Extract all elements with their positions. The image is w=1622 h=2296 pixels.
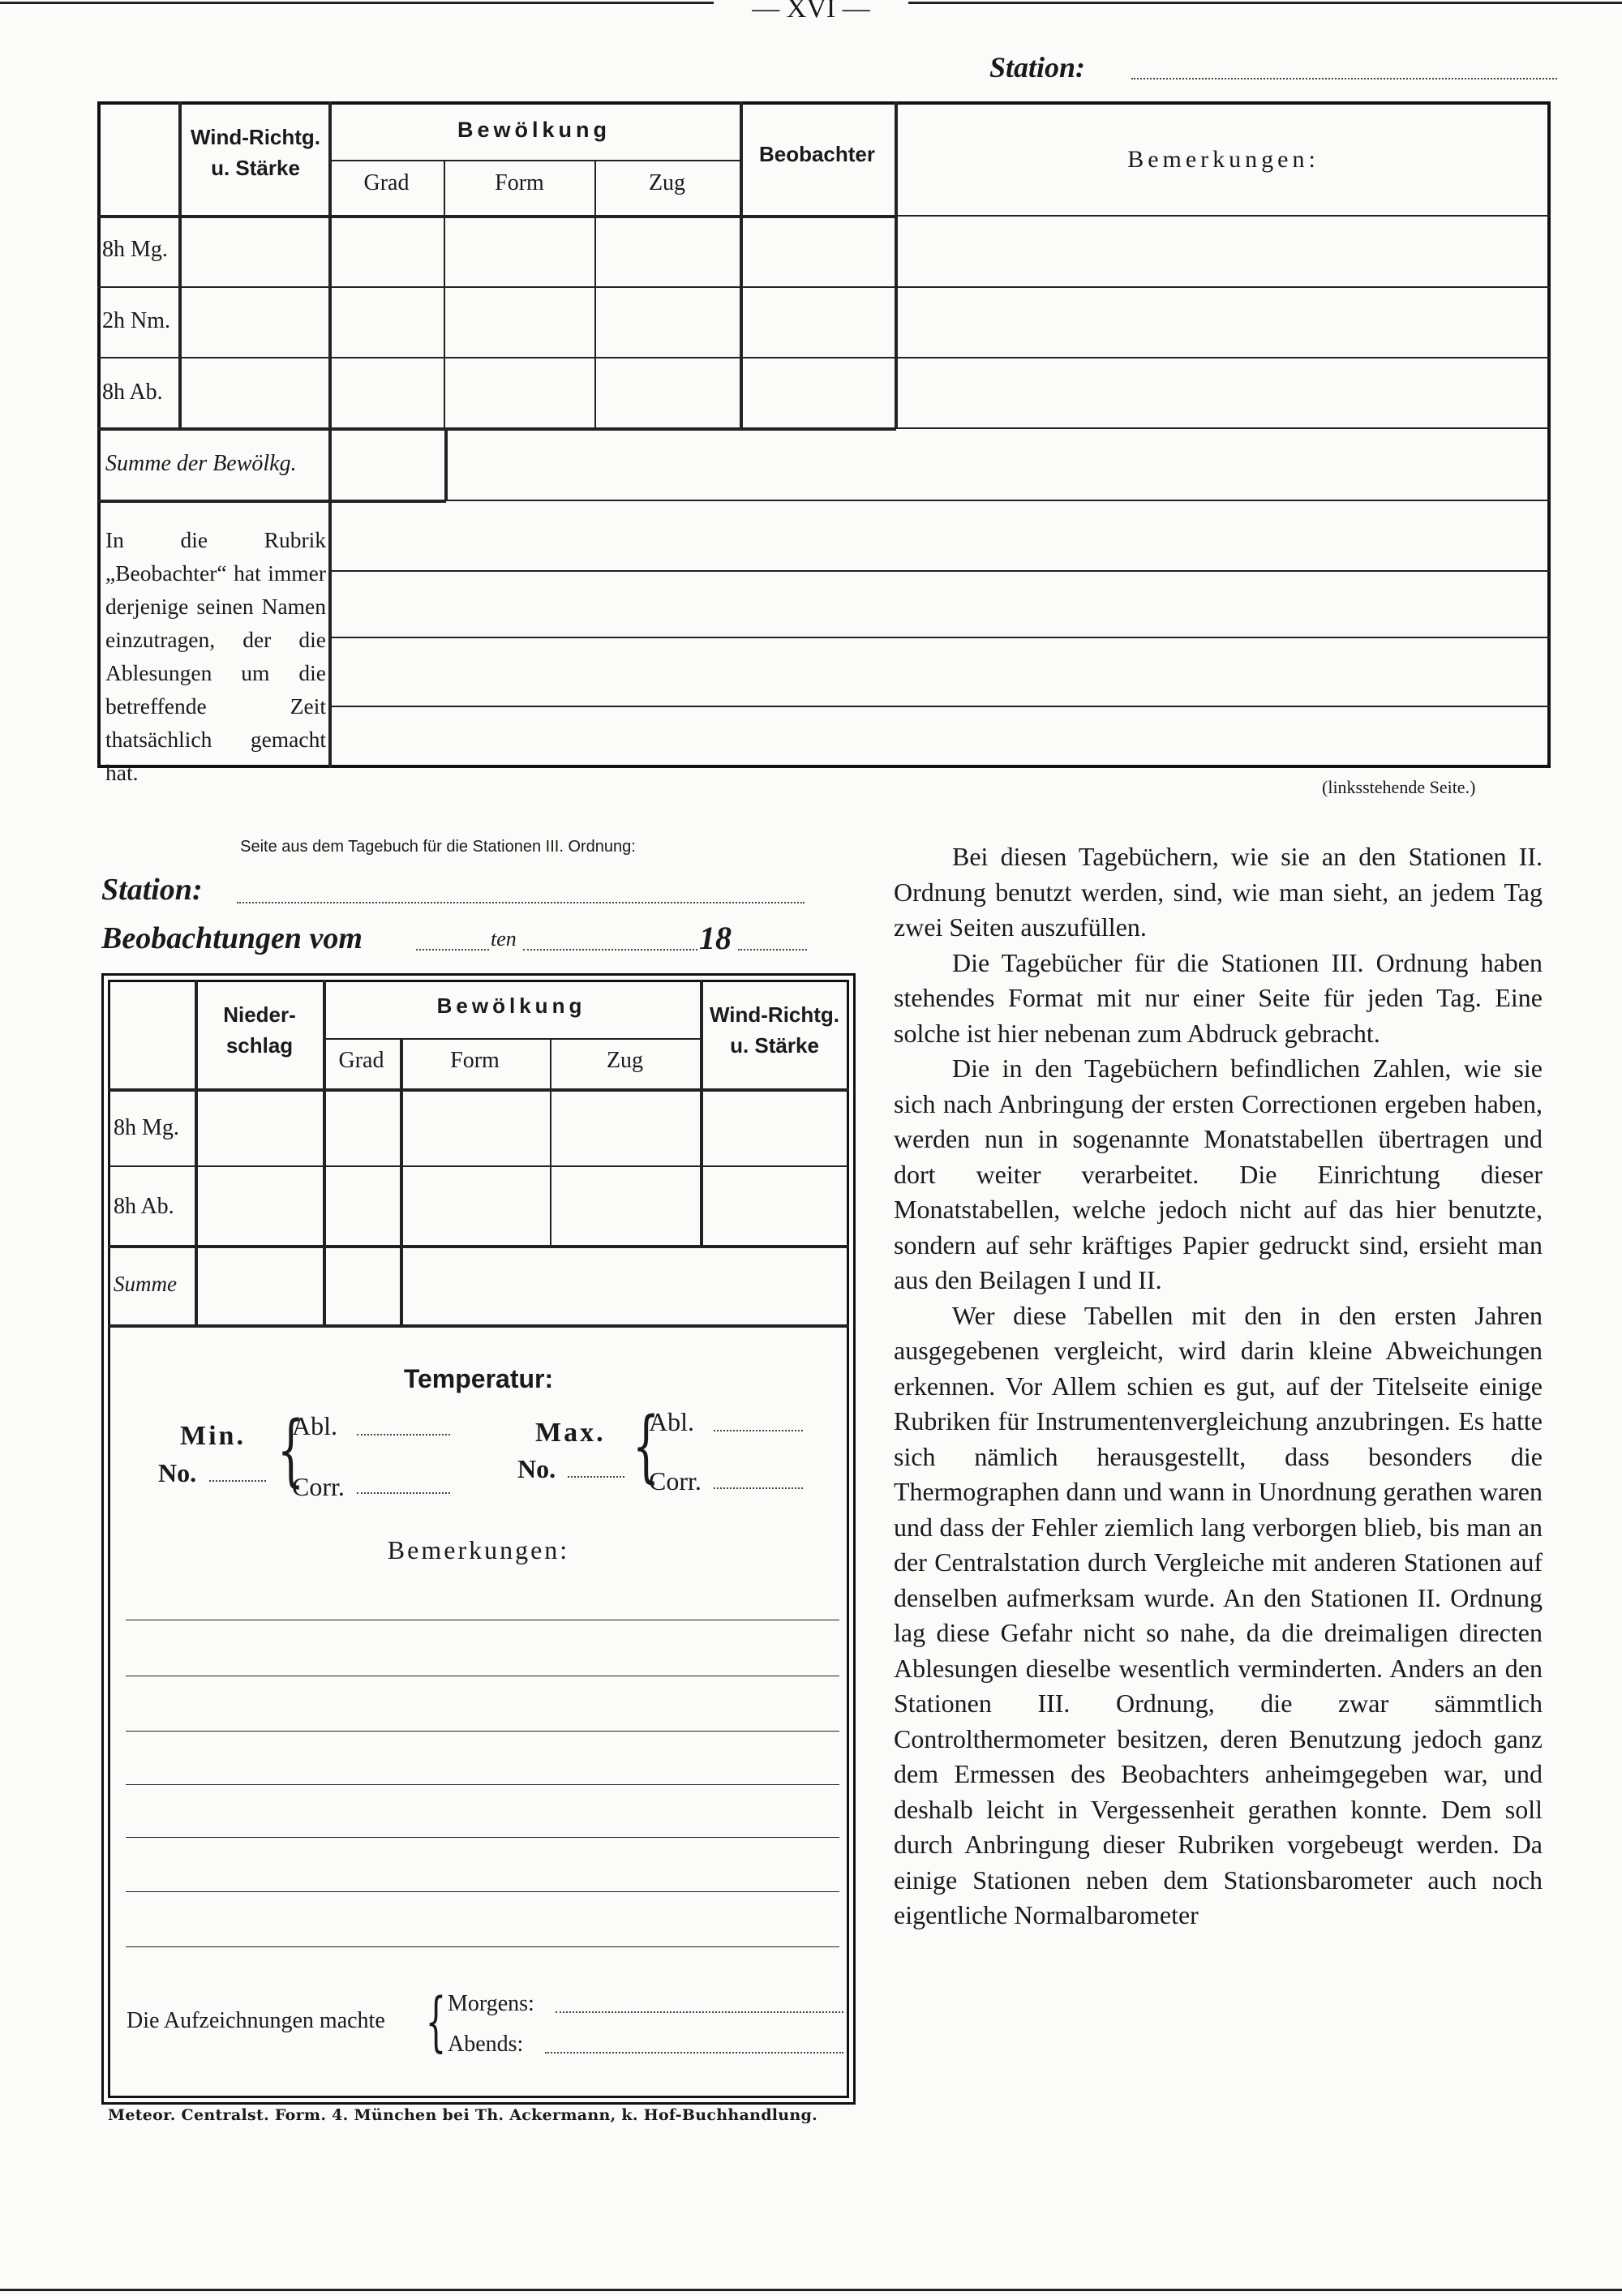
temp-label: Temperatur: [403,1364,554,1393]
form2-day-field[interactable] [416,949,489,951]
max-abl-field[interactable] [714,1430,803,1431]
max-label: Max. [535,1418,606,1448]
max-no-label: No. [517,1454,556,1483]
remarks-line[interactable] [126,1946,839,1947]
observer-header: Beobachter [758,142,876,166]
max-corr-field[interactable] [714,1487,803,1489]
cloud-sub-form: Form [495,170,544,195]
form2-year: 18 [699,920,732,956]
cloud-header: Bewölkung [457,118,611,142]
evening-field[interactable] [545,2052,843,2054]
min-corr-label: Corr. [292,1472,345,1501]
form2-year-field[interactable] [738,949,807,951]
form2-cloud-zug: Zug [606,1048,644,1073]
wind-header: Wind-Richtg. u. Stärke [190,125,321,180]
form2-remarks-label: Bemerkungen: [387,1535,570,1564]
remarks-line[interactable] [126,1891,839,1892]
instruction-text: In die Rubrik „Beobachter“ hat immer derjenige seinen Namen einzutragen, der die Ablesungen um die betreffende Zeit thatsächlich gemacht hat. [105,527,326,785]
min-label: Min. [180,1421,246,1451]
imprint: Meteor. Centralst. Form. 4. München bei Th. Ackermann, k. Hof-Buchhandlung. [108,2106,818,2124]
max-abl-label: Abl. [649,1407,694,1436]
remarks-line[interactable] [126,1731,839,1732]
row-label-8h-mg: 8h Mg. [102,237,168,262]
min-corr-field[interactable] [357,1492,450,1494]
paragraph: Bei diesen Tagebüchern, wie sie an den Stationen II. Ordnung benutzt werden, sind, wie man sieht, an jedem Tag zwei Seiten auszufüllen. [894,842,1543,942]
body-text [894,839,1543,1933]
evening-label: Abends: [448,2032,524,2057]
min-abl-field[interactable] [357,1434,450,1436]
paragraph: Die in den Tagebüchern befindlichen Zahlen, wie sie sich nach Anbringung der ersten Correctionen ergeben haben, werden nun in sogenannte Monatstabellen übertragen und dort weiter verarbeitet. Die Einrichtung dieser Monatstabellen, welche jedoch nicht auf das hier benutzte, sondern auf sehr kräftiges Papier gedruckt sind, ersieht man aus den Beilagen I und II. [894,1054,1543,1294]
footnote: (linksstehende Seite.) [1322,777,1476,797]
remarks-line[interactable] [126,1837,839,1838]
form2-caption: Seite aus dem Tagebuch für die Stationen III. Ordnung: [240,838,636,856]
form2-sum-label: Summe [114,1272,177,1296]
row-label-2h-nm: 2h Nm. [102,308,170,333]
station-label: Station: [989,51,1086,84]
min-abl-label: Abl. [292,1411,337,1440]
form2-row-8h-ab: 8h Ab. [114,1194,174,1219]
form2-cloud-grad: Grad [338,1048,384,1073]
morning-field[interactable] [556,2011,843,2013]
form2-row-8h-mg: 8h Mg. [114,1115,179,1140]
station-field[interactable] [1131,78,1557,79]
form2-obs-label: Beobachtungen vom [101,921,363,955]
max-no-field[interactable] [568,1476,624,1478]
remarks-line[interactable] [126,1784,839,1785]
form2-station-field[interactable] [237,902,805,903]
row-label-8h-ab: 8h Ab. [102,380,163,405]
max-corr-label: Corr. [649,1466,702,1496]
page-number: — XVI — [714,0,908,24]
sum-label: Summe der Bewölkg. [105,451,297,476]
form2-month-field[interactable] [523,949,697,951]
morning-label: Morgens: [448,1991,534,2016]
paragraph: Wer diese Tabellen mit den in den ersten Jahren ausgegebenen vergleicht, wird darin kleine Abweichungen erkennen. Vor Allem schien es gut, auf der Titelseite einige Rubriken für Instrumentenvergleichung anzubringen. Es hatte sich nämlich herausgestellt, dass besonders die Thermographen dann und wann in Unordnung gerathen waren und dass der Fehler ziemlich lang verborgen blieb, bis man an der Centralstation durch Vergleiche mit anderen Stationen auf denselben aufmerksam wurde. An den Stationen II. Ordnung lag diese Gefahr nicht so nahe, da die dreimaligen directen Ablesungen dieselbe wesentlich verminderten. Anders an den Stationen III. Ordnung, die zwar sämmtlich Controlthermometer besitzen, deren Benutzung jedoch ganz dem Ermessen des Beobachters anheimgegeben war, und deshalb leicht in Vergessenheit gerathen konnte. Dem soll durch Anbringung dieser Rubriken vorgebeugt werden. Da einige Stationen neben dem Stationsbarometer auch noch eigentliche Normalbarometer [894,1300,1543,1929]
cloud-sub-zug: Zug [648,170,686,195]
records-label: Die Aufzeichnungen machte [127,2008,385,2033]
cloud-sub-grad: Grad [363,170,410,195]
remarks-header: Bemerkungen: [1127,146,1319,173]
form2-cloud-form: Form [450,1048,500,1073]
form2-ten: ten [491,927,517,951]
bottom-rule [0,2289,1622,2291]
form2-wind-header: Wind-Richtg. u. Stärke [709,1002,840,1058]
min-no-field[interactable] [209,1480,266,1482]
form2-station-label: Station: [101,873,203,907]
precip-header: Nieder-schlag [223,1002,296,1058]
form2-cloud-header: Bewölkung [436,994,586,1018]
paragraph: Die Tagebücher für die Stationen III. Ordnung haben stehendes Format mit nur einer Seite für jeden Tag. Eine solche ist hier nebenan zum Abdruck gebracht. [894,947,1543,1048]
min-no-label: No. [158,1458,197,1487]
